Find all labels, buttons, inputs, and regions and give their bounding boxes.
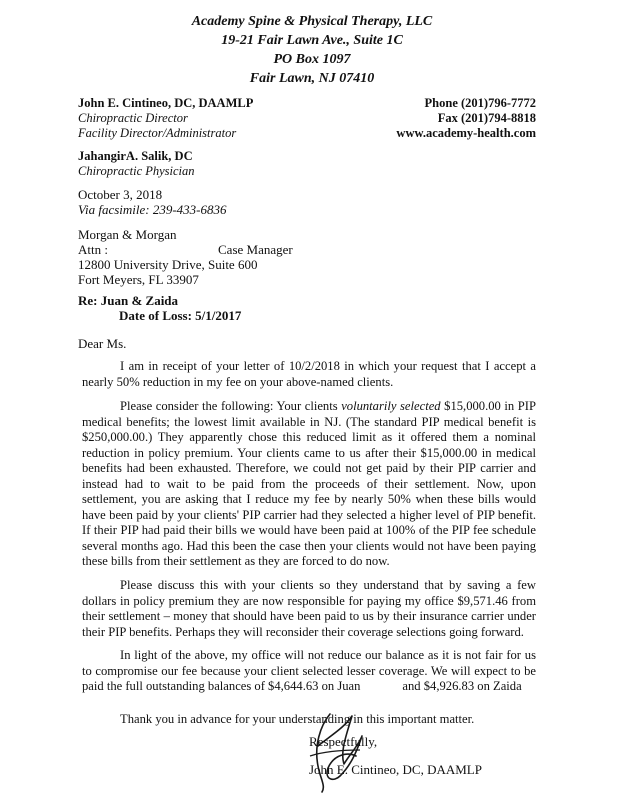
letterhead-city: Fair Lawn, NJ 07410 bbox=[249, 71, 375, 86]
paragraph-3 bbox=[82, 578, 536, 640]
contact-website: www.academy-health.com bbox=[396, 126, 536, 140]
paragraph-2-text-b: $15,000.00 in PIP medical benefits; the lowest limit available in NJ. (The standard PIP medical benefit is $250,000.00.) They apparently chose this reduced limit as it offered them a nominal reduction in policy premium. Your clients came to us after their $15,000.00 in medical benefits had been exhausted. Therefore, we could not get paid by their PIP carrier and instead had to wait to be paid from the proceeds of their settlement. Now, upon settlement, you are asking that I reduce my fee by nearly 50% when these bills would have been paid by your clients' PIP carrier had they selected a higher level of PIP benefit. If their PIP had paid their bills we would have been paid at 100% of the PIP fee schedule several months ago. Had this been the case then your clients would not have been paying these bills from their settlement as they are forced to do now. bbox=[82, 399, 536, 568]
valediction: Respectfully, bbox=[309, 734, 378, 749]
paragraph-4-text-a: In light of the above, my office will not reduce our balance as it is not fair for us to compromise our fee because your client selected lesser coverage. We will expect to be paid the full outstanding balances of $4,644.63 on Juan bbox=[82, 648, 536, 693]
re-line1: Re: Juan & Zaida bbox=[78, 293, 179, 308]
letterhead-street: 19-21 Fair Lawn Ave., Suite 1C bbox=[221, 33, 403, 48]
letter-date: October 3, 2018 bbox=[78, 187, 163, 202]
paragraph-1-text: I am in receipt of your letter of 10/2/2018 in which your request that I accept a nearly 50% reduction in my fee on your above-named clients. bbox=[82, 359, 536, 389]
fax-number: Via facsimile: 239-433-6836 bbox=[78, 202, 227, 217]
contact-block bbox=[396, 96, 536, 141]
salutation: Dear Ms. bbox=[78, 336, 127, 351]
paragraph-2 bbox=[82, 399, 536, 570]
recipient-city: Fort Meyers, FL 33907 bbox=[78, 272, 199, 287]
recipient-attn-role: Case Manager bbox=[218, 242, 293, 257]
recipient-firm: Morgan & Morgan bbox=[78, 227, 177, 242]
letterhead-po-box: PO Box 1097 bbox=[273, 52, 351, 67]
paragraph-2-text-a: Please consider the following: Your clients bbox=[120, 399, 342, 413]
signer-name: John E. Cintineo, DC, DAAMLP bbox=[309, 762, 482, 777]
sender1-title1: Chiropractic Director bbox=[78, 111, 188, 125]
paragraph-5-text: Thank you in advance for your understanding in this important matter. bbox=[120, 712, 475, 726]
contact-phone: Phone (201)796-7772 bbox=[424, 96, 536, 110]
sender1-name: John E. Cintineo, DC, DAAMLP bbox=[78, 96, 254, 110]
recipient-street: 12800 University Drive, Suite 600 bbox=[78, 257, 258, 272]
re-date-of-loss: Date of Loss: 5/1/2017 bbox=[119, 308, 242, 323]
paragraph-4 bbox=[82, 648, 536, 695]
letterhead bbox=[0, 12, 624, 88]
paragraph-3-text: Please discuss this with your clients so they understand that by saving a few dollars in policy premium they are now responsible for paying my office $9,571.46 from their settlement – money that should have been paid to us by their insurance carrier under their PIP benefits. Perhaps they will reconsider their coverage selections going forward. bbox=[82, 578, 536, 639]
paragraph-1 bbox=[82, 359, 536, 390]
sender2-title: Chiropractic Physician bbox=[78, 164, 195, 178]
sender1-title2: Facility Director/Administrator bbox=[78, 126, 237, 140]
contact-fax: Fax (201)794-8818 bbox=[437, 111, 536, 125]
paragraph-2-emphasis: voluntarily selected bbox=[341, 399, 441, 413]
sender2-name: JahangirA. Salik, DC bbox=[78, 149, 193, 163]
letterhead-practice-name: Academy Spine & Physical Therapy, LLC bbox=[191, 14, 433, 29]
paragraph-4-text-b: and $4,926.83 on Zaida bbox=[402, 679, 522, 693]
signature-scribble bbox=[300, 706, 370, 796]
recipient-attn-label: Attn : bbox=[78, 242, 108, 257]
